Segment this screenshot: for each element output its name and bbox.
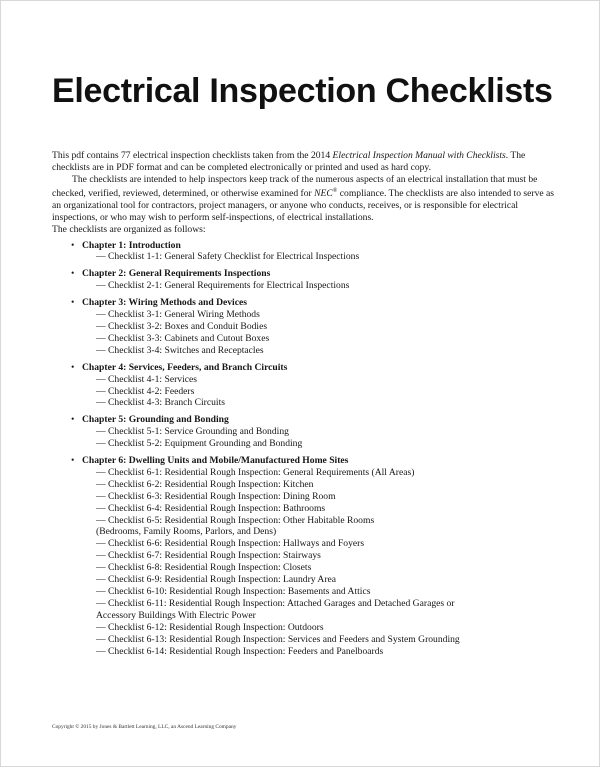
intro-p1-book-title: Electrical Inspection Manual with Checklists xyxy=(332,150,506,161)
checklist-list xyxy=(82,251,557,263)
intro-paragraph-1 xyxy=(52,150,557,174)
intro-paragraph-3: The checklists are organized as follows: xyxy=(52,223,206,235)
intro-p2-nec: NEC xyxy=(314,187,333,199)
chapter-list xyxy=(52,240,557,658)
checklist-item: — Checklist 6-3: Residential Rough Inspection: Dining Room xyxy=(96,490,336,502)
checklist-item-continuation: (Bedrooms, Family Rooms, Parlors, and Dens) xyxy=(96,526,277,538)
checklist-item: — Checklist 6-6: Residential Rough Inspection: Hallways and Foyers xyxy=(96,538,365,550)
checklist-item: — Checklist 4-1: Services xyxy=(96,373,197,385)
checklist-item: — Checklist 6-7: Residential Rough Inspection: Stairways xyxy=(96,550,321,562)
document-body xyxy=(52,150,557,662)
chapter-title: • Chapter 6: Dwelling Units and Mobile/Manufactured Home Sites xyxy=(82,455,349,467)
checklist-item: — Checklist 6-1: Residential Rough Inspection: General Requirements (All Areas) xyxy=(96,466,415,478)
checklist-item: — Checklist 6-5: Residential Rough Inspection: Other Habitable Rooms xyxy=(96,514,375,526)
checklist-item: — Checklist 6-11: Residential Rough Inspection: Attached Garages and Detached Garages or xyxy=(96,597,455,609)
checklist-item: — Checklist 4-3: Branch Circuits xyxy=(96,397,225,409)
chapter-item xyxy=(52,297,557,357)
chapter-title: • Chapter 3: Wiring Methods and Devices xyxy=(82,297,247,309)
checklist-item-continuation: Accessory Buildings With Electric Power xyxy=(96,609,256,621)
intro-p2-text-end: compliance. The checklists are also intended to serve as an organizational tool for contractors, project managers, or anyone who conducts, receives, or is responsible for electrical inspections, or who may wish to perform self-inspections, of electrical installations. xyxy=(52,187,555,223)
checklist-list xyxy=(82,280,557,292)
chapter-item xyxy=(52,268,557,292)
copyright-footer: Copyright © 2015 by Jones & Bartlett Learning, LLC, an Ascend Learning Company xyxy=(52,724,237,730)
chapter-title: • Chapter 1: Introduction xyxy=(82,239,181,251)
chapter-title: • Chapter 5: Grounding and Bonding xyxy=(82,414,229,426)
checklist-item: — Checklist 6-2: Residential Rough Inspection: Kitchen xyxy=(96,478,314,490)
page-title: Electrical Inspection Checklists xyxy=(52,72,553,110)
checklist-item: — Checklist 5-2: Equipment Grounding and Bonding xyxy=(96,438,303,450)
intro-p1-text: This pdf contains 77 electrical inspection checklists taken from the 2014 xyxy=(52,150,333,161)
checklist-item: — Checklist 6-14: Residential Rough Inspection: Feeders and Panelboards xyxy=(96,645,384,657)
checklist-list xyxy=(82,467,557,658)
checklist-item: — Checklist 2-1: General Requirements for Electrical Inspections xyxy=(96,280,350,292)
chapter-item xyxy=(52,240,557,264)
intro-paragraph-2 xyxy=(52,174,557,224)
intro-p2-text: The checklists are intended to help inspectors keep track of the numerous aspects of an electrical installation that must be checked, verified, reviewed, determined, or otherwise examined for xyxy=(52,173,538,199)
checklist-item: — Checklist 5-1: Service Grounding and Bonding xyxy=(96,426,289,438)
checklist-item: — Checklist 1-1: General Safety Checklist for Electrical Inspections xyxy=(96,251,360,263)
checklist-item: — Checklist 6-13: Residential Rough Inspection: Services and Feeders and System Grounding xyxy=(96,633,460,645)
intro-p1-text-end: . The checklists are in PDF format and can be completed electronically or printed and used as hard copy. xyxy=(52,150,526,173)
checklist-item: — Checklist 4-2: Feeders xyxy=(96,385,195,397)
checklist-item: — Checklist 6-10: Residential Rough Inspection: Basements and Attics xyxy=(96,586,371,597)
chapter-item xyxy=(52,362,557,410)
checklist-item: — Checklist 3-2: Boxes and Conduit Bodies xyxy=(96,320,268,332)
chapter-title: • Chapter 2: General Requirements Inspections xyxy=(82,268,271,280)
checklist-item: — Checklist 6-4: Residential Rough Inspection: Bathrooms xyxy=(96,502,326,514)
chapter-item xyxy=(52,455,557,657)
checklist-item: — Checklist 3-1: General Wiring Methods xyxy=(96,309,260,321)
chapter-item xyxy=(52,414,557,450)
checklist-item: — Checklist 3-3: Cabinets and Cutout Boxes xyxy=(96,332,270,344)
checklist-item: — Checklist 3-4: Switches and Receptacles xyxy=(96,344,264,356)
checklist-item: — Checklist 6-12: Residential Rough Inspection: Outdoors xyxy=(96,621,324,633)
checklist-item: — Checklist 6-8: Residential Rough Inspection: Closets xyxy=(96,562,312,574)
chapter-title: • Chapter 4: Services, Feeders, and Branch Circuits xyxy=(82,361,288,373)
registered-mark: ® xyxy=(332,187,338,194)
checklist-item: — Checklist 6-9: Residential Rough Inspection: Laundry Area xyxy=(96,574,337,586)
checklist-list xyxy=(82,426,557,450)
checklist-list xyxy=(82,374,557,410)
checklist-list xyxy=(82,309,557,357)
